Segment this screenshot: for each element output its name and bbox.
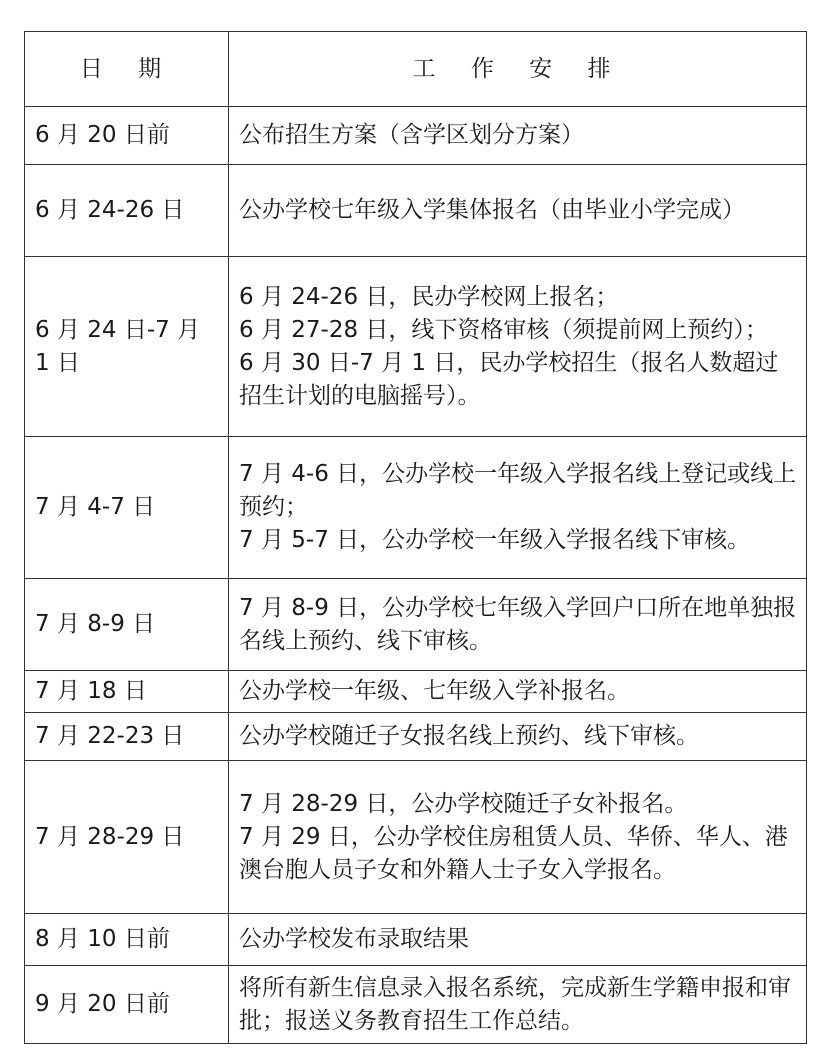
table-row — [25, 107, 807, 165]
table-row — [25, 713, 807, 761]
date-cell: 6 月 24-26 日 — [25, 165, 229, 257]
work-line: 6 月 30 日-7 月 1 日，民办学校招生（报名人数超过招生计划的电脑摇号）。 — [239, 349, 779, 409]
work-line: 7 月 28-29 日，公办学校随迁子女补报名。 — [239, 790, 688, 817]
table-row — [25, 257, 807, 437]
table-header-row — [25, 32, 807, 107]
work-cell — [229, 579, 807, 671]
header-date: 日 期 — [25, 32, 229, 107]
work-line: 7 月 4-6 日，公办学校一年级入学报名线上登记或线上预约； — [239, 461, 797, 520]
date-cell: 7 月 4-7 日 — [25, 437, 229, 579]
header-work: 工 作 安 排 — [229, 32, 807, 107]
work-line: 7 月 5-7 日，公办学校一年级入学报名线下审核。 — [239, 527, 751, 553]
work-cell — [229, 165, 807, 257]
date-cell: 7 月 8-9 日 — [25, 579, 229, 671]
work-line: 公办学校随迁子女报名线上预约、线下审核。 — [239, 723, 699, 749]
date-cell: 6 月 24 日-7 月 1 日 — [25, 257, 229, 437]
work-cell — [229, 966, 807, 1044]
table-row — [25, 761, 807, 914]
work-cell — [229, 437, 807, 579]
date-cell: 7 月 28-29 日 — [25, 761, 229, 914]
table-row — [25, 671, 807, 713]
work-line: 7 月 29 日，公办学校住房租赁人员、华侨、华人、港澳台胞人员子女和外籍人士子女入学报名。 — [239, 823, 788, 883]
date-cell: 6 月 20 日前 — [25, 107, 229, 165]
work-cell — [229, 914, 807, 966]
table-row — [25, 437, 807, 579]
table-row — [25, 914, 807, 966]
work-cell — [229, 671, 807, 713]
work-cell — [229, 761, 807, 914]
work-line: 公布招生方案（含学区划分方案） — [239, 122, 584, 148]
work-cell — [229, 713, 807, 761]
work-line: 将所有新生信息录入报名系统，完成新生学籍申报和审批；报送义务教育招生工作总结。 — [239, 974, 791, 1034]
date-cell: 9 月 20 日前 — [25, 966, 229, 1044]
table-row — [25, 579, 807, 671]
date-cell: 7 月 18 日 — [25, 671, 229, 713]
work-cell — [229, 257, 807, 437]
date-cell: 7 月 22-23 日 — [25, 713, 229, 761]
table-row — [25, 165, 807, 257]
table-row — [25, 966, 807, 1044]
work-line: 公办学校发布录取结果 — [239, 926, 469, 952]
work-line: 公办学校一年级、七年级入学补报名。 — [239, 678, 630, 704]
work-line: 6 月 27-28 日，线下资格审核（须提前网上预约）； — [239, 316, 768, 343]
work-line: 6 月 24-26 日，民办学校网上报名； — [239, 283, 619, 310]
work-line: 7 月 8-9 日，公办学校七年级入学回户口所在地单独报名线上预约、线下审核。 — [239, 594, 797, 654]
work-line: 公办学校七年级入学集体报名（由毕业小学完成） — [239, 197, 745, 223]
schedule-table — [24, 31, 807, 1044]
work-cell — [229, 107, 807, 165]
date-cell: 8 月 10 日前 — [25, 914, 229, 966]
